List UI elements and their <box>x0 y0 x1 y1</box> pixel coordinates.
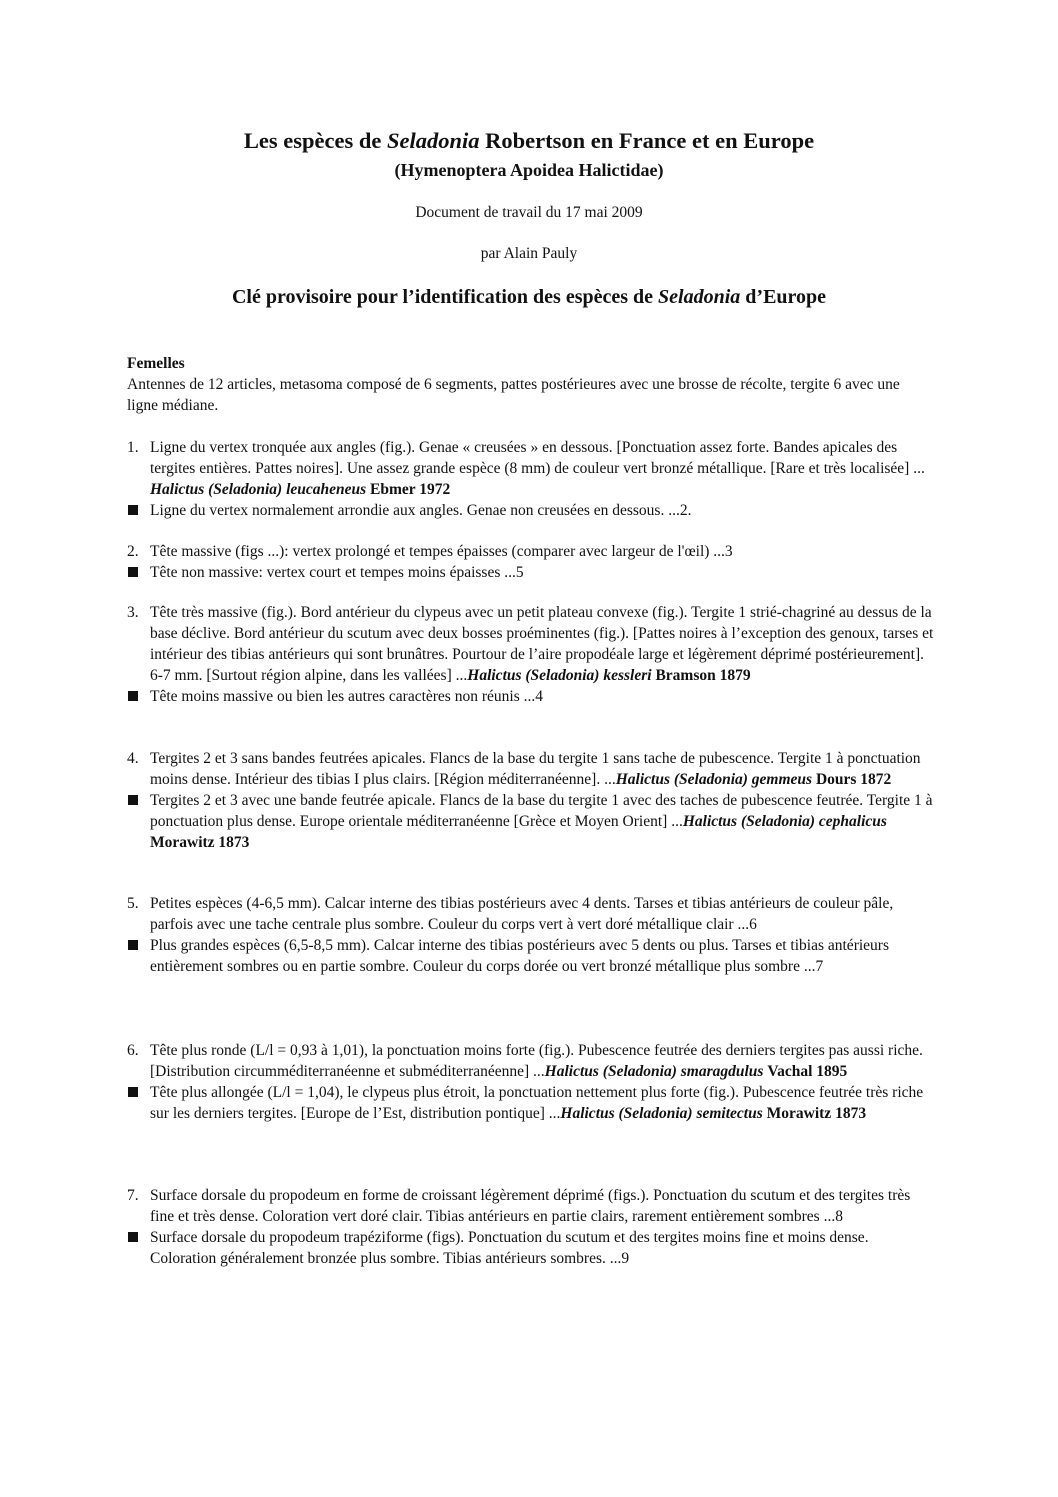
couplet-5 <box>127 893 937 977</box>
taxon-author: Morawitz 1873 <box>150 834 250 851</box>
couplet-7 <box>127 1185 937 1269</box>
taxon-name: Halictus (Seladonia) cephalicus <box>682 813 887 830</box>
section-intro: Antennes de 12 articles, metasoma composé de 6 segments, pattes postérieures avec une brosse de récolte, tergite 6 avec une ligne médiane. <box>127 376 900 414</box>
square-bullet-icon <box>128 940 138 950</box>
taxon-author: Dours 1872 <box>815 771 892 788</box>
couplet-text: Tête plus allongée (L/l = 1,04), le clypeus plus étroit, la ponctuation nettement plus forte (fig.). Pubescence feutrée très riche sur les derniers tergites. [Europe de l’Est, distribution pontique] ... <box>150 1084 924 1122</box>
taxon-author: Morawitz 1873 <box>766 1105 867 1122</box>
couplet-text: Surface dorsale du propodeum trapéziforme (figs). Ponctuation du scutum et des tergites moins fine et moins dense. Coloration généralement bronzée plus sombre. Tibias antérieurs sombres. ...9 <box>150 1229 869 1267</box>
couplet-text: Tête moins massive ou bien les autres caractères non réunis ...4 <box>150 688 543 705</box>
couplet-number: 5. <box>127 895 139 912</box>
square-bullet-icon <box>128 795 138 805</box>
author-line: par Alain Pauly <box>480 245 578 262</box>
couplet-text: Plus grandes espèces (6,5-8,5 mm). Calcar interne des tibias postérieurs avec 5 dents ou plus. Tarses et tibias antérieurs entièrement sombres ou en partie sombre. Couleur du corps dorée ou vert bronzé métallique plus sombre ...7 <box>150 937 889 975</box>
taxon-author: Bramson 1879 <box>655 667 751 684</box>
title-text-end: Robertson en France et en Europe <box>479 128 815 153</box>
couplet-number: 4. <box>127 750 139 767</box>
couplet-1 <box>127 437 937 521</box>
couplet-number: 1. <box>127 439 139 456</box>
couplet-2 <box>127 541 937 583</box>
couplet-lead <box>127 748 937 790</box>
page-title <box>0 128 1058 154</box>
date-line: Document de travail du 17 mai 2009 <box>415 204 643 221</box>
square-bullet-icon <box>128 567 138 577</box>
couplet-text: Tête massive (figs ...): vertex prolongé et tempes épaisses (comparer avec largeur de l'œil) ...3 <box>150 543 733 560</box>
couplet-6 <box>127 1040 937 1124</box>
couplet-4 <box>127 748 937 853</box>
couplet-alternative <box>127 1227 937 1269</box>
couplet-alternative <box>127 500 937 521</box>
couplet-alternative <box>127 686 937 707</box>
couplet-text: Surface dorsale du propodeum en forme de croissant légèrement déprimé (figs.). Ponctuation du scutum et des tergites très fine et très dense. Coloration vert doré clair. Tibias antérieurs en partie clairs, rarement entièrement sombres ...8 <box>150 1187 911 1225</box>
couplet-number: 3. <box>127 604 139 621</box>
couplet-alternative <box>127 562 937 583</box>
taxon-name: Halictus (Seladonia) kessleri <box>467 667 652 684</box>
couplet-text: Tête très massive (fig.). Bord antérieur du clypeus avec un petit plateau convexe (fig.). Tergite 1 strié-chagriné au dessus de la base déclive. Bord antérieur du scutum avec deux bosses proéminentes (fig.). [Pattes noires à l’exception des genoux, tarses et intérieur des tibias antérieurs qui sont brunâtres. Pourtour de l’aire propodéale large et légèrement déprimé postérieurement]. 6-7 mm. [Surtout région alpine, dans les vallées] ... <box>150 604 934 684</box>
key-title-text-end: d’Europe <box>740 286 827 308</box>
couplet-lead <box>127 1040 937 1082</box>
couplet-text: Ligne du vertex normalement arrondie aux angles. Genae non creusées en dessous. ...2. <box>150 502 692 519</box>
couplet-lead <box>127 893 937 935</box>
couplet-lead <box>127 437 937 500</box>
key-title-genus: Seladonia <box>658 286 741 308</box>
couplet-number: 7. <box>127 1187 139 1204</box>
couplet-text: Tergites 2 et 3 sans bandes feutrées apicales. Flancs de la base du tergite 1 sans tache de pubescence. Tergite 1 à ponctuation moins dense. Intérieur des tibias I plus clairs. [Région méditerranéenne]. ... <box>150 750 921 788</box>
couplet-number: 2. <box>127 543 139 560</box>
key-title <box>0 286 1058 309</box>
taxon-name: Halictus (Seladonia) semitectus <box>560 1105 763 1122</box>
taxon-name: Halictus (Seladonia) leucaheneus <box>150 481 367 498</box>
square-bullet-icon <box>128 505 138 515</box>
couplet-text: Petites espèces (4-6,5 mm). Calcar interne des tibias postérieurs avec 4 dents. Tarses et tibias antérieurs de couleur pâle, parfois avec une tache centrale plus sombre. Couleur du corps vert à vert doré métallique clair ...6 <box>150 895 894 933</box>
couplet-alternative <box>127 935 937 977</box>
couplet-lead <box>127 1185 937 1227</box>
couplet-lead <box>127 541 937 562</box>
taxon-author: Vachal 1895 <box>767 1063 848 1080</box>
section-femelles <box>127 353 927 416</box>
couplet-3 <box>127 602 937 707</box>
key-title-text: Clé provisoire pour l’identification des espèces de <box>231 286 659 308</box>
couplet-text: Tête non massive: vertex court et tempes moins épaisses ...5 <box>150 564 524 581</box>
taxon-name: Halictus (Seladonia) smaragdulus <box>544 1063 764 1080</box>
page-subtitle: (Hymenoptera Apoidea Halictidae) <box>394 160 664 180</box>
couplet-alternative <box>127 790 937 853</box>
title-text: Les espèces de <box>243 128 388 153</box>
taxon-name: Halictus (Seladonia) gemmeus <box>615 771 813 788</box>
square-bullet-icon <box>128 1087 138 1097</box>
square-bullet-icon <box>128 691 138 701</box>
title-genus: Seladonia <box>387 128 480 153</box>
couplet-number: 6. <box>127 1042 139 1059</box>
square-bullet-icon <box>128 1232 138 1242</box>
couplet-lead <box>127 602 937 686</box>
couplet-text: Tête plus ronde (L/l = 0,93 à 1,01), la ponctuation moins forte (fig.). Pubescence feutrée des derniers tergites pas aussi riche. [Distribution circumméditerranéenne et subméditerranéenne] ... <box>150 1042 923 1080</box>
taxon-author: Ebmer 1972 <box>370 481 451 498</box>
couplet-alternative <box>127 1082 937 1124</box>
couplet-text: Tergites 2 et 3 avec une bande feutrée apicale. Flancs de la base du tergite 1 avec des taches de pubescence feutrée. Tergite 1 à ponctuation plus dense. Europe orientale méditerranéenne [Grèce et Moyen Orient] ... <box>150 792 933 830</box>
section-heading: Femelles <box>127 355 185 372</box>
couplet-text: Ligne du vertex tronquée aux angles (fig.). Genae « creusées » en dessous. [Ponctuation assez forte. Bandes apicales des tergites entières. Pattes noires]. Une assez grande espèce (8 mm) de couleur vert bronzé métallique. [Rare et très localisée] ... <box>150 439 925 477</box>
